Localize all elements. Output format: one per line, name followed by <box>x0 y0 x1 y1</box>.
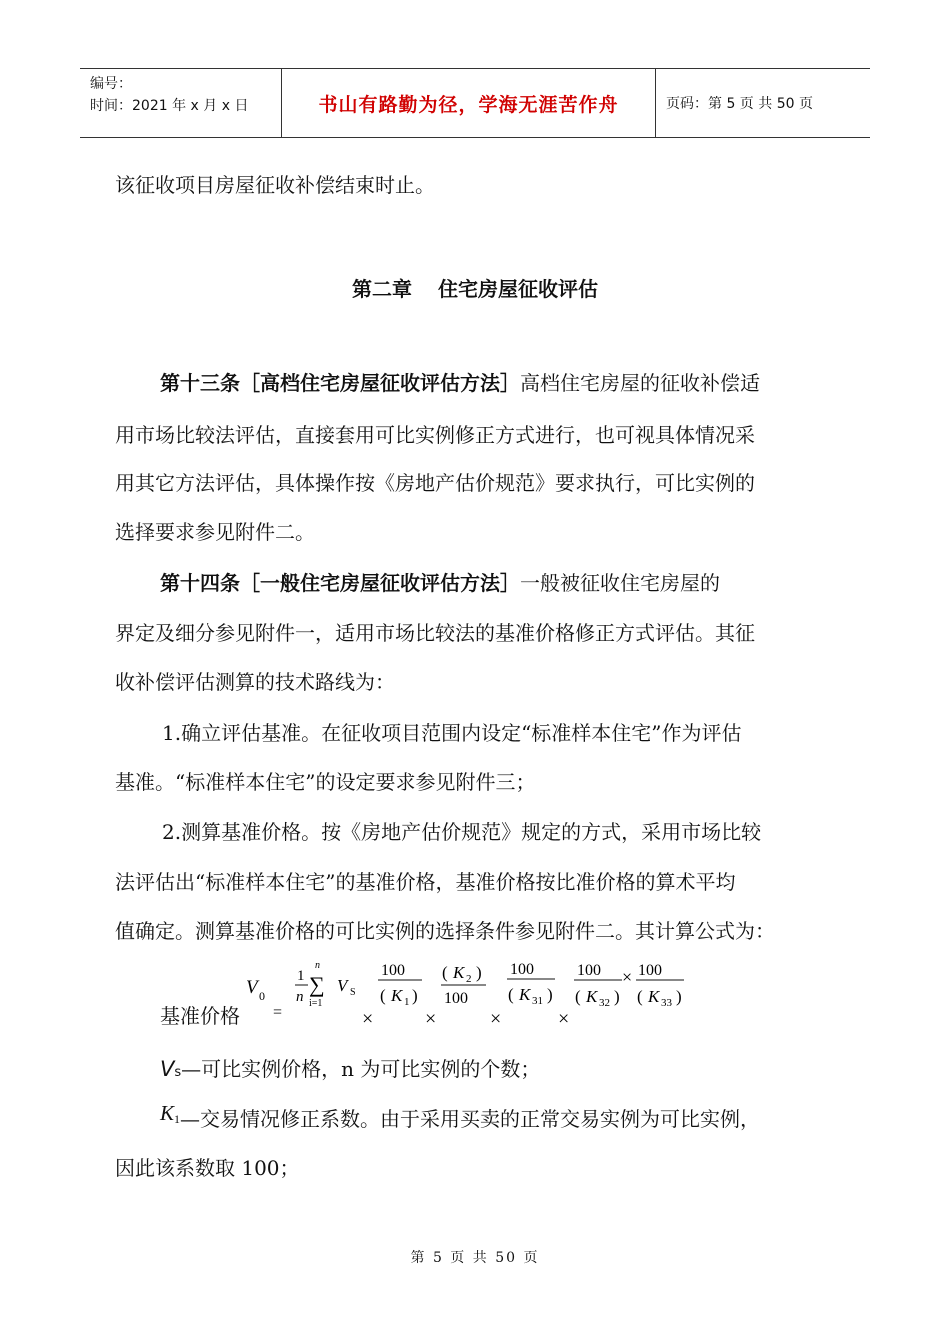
article-13-text: 高档住宅房屋的征收补偿适 <box>520 371 760 395</box>
formula-v0: V <box>246 977 258 998</box>
article-14-text: 一般被征收住宅房屋的 <box>520 571 720 595</box>
list-item-2: 2.测算基准价格。按《房地产估价规范》规定的方式，采用市场比较 <box>162 820 762 844</box>
formula-k1-sub: 1 <box>404 996 410 1008</box>
formula-k32-sub: 32 <box>599 997 610 1009</box>
paragraph-line: 因此该系数取 100； <box>115 1156 300 1180</box>
formula-paren: ( <box>508 985 514 1004</box>
article-13-title: 第十三条［高档住宅房屋征收评估方法］ <box>160 371 520 395</box>
formula-sigma: ∑ <box>309 972 325 997</box>
formula-times: × <box>490 1008 502 1030</box>
vs-definition <box>160 1056 540 1086</box>
formula-times: × <box>558 1008 570 1030</box>
formula <box>240 955 700 1030</box>
paragraph-line: 用其它方法评估，具体操作按《房地产估价规范》要求执行，可比实例的 <box>115 471 755 495</box>
formula-sum-bottom: i=1 <box>309 998 323 1009</box>
page-footer: 第 5 页 共 50 页 <box>410 1250 540 1266</box>
header-meta <box>80 69 282 137</box>
article-13-line <box>160 370 760 396</box>
formula-paren: ( <box>380 986 386 1005</box>
k1-symbol: K <box>160 1101 175 1125</box>
list-item-1: 1.确立评估基准。在征收项目范围内设定“标准样本住宅”作为评估 <box>162 721 742 745</box>
formula-label: 基准价格 <box>160 1004 240 1028</box>
formula-sum-top: n <box>315 960 320 971</box>
formula-k31: K <box>519 985 531 1004</box>
formula-100: 100 <box>381 962 405 979</box>
header-page-info: 页码：第 5 页 共 50 页 <box>666 96 813 112</box>
formula-100: 100 <box>444 990 468 1007</box>
k1-definition-text: —交易情况修正系数。由于采用买卖的正常交易实例为可比实例， <box>180 1107 761 1131</box>
formula-v0-sub: 0 <box>259 989 265 1003</box>
vs-symbol-sub: s <box>174 1065 182 1080</box>
formula-frac-den: n <box>296 989 304 1005</box>
k1-symbol-sub: 1 <box>174 1112 181 1126</box>
formula-paren: ) <box>412 986 418 1005</box>
paragraph-line: 界定及细分参见附件一，适用市场比较法的基准价格修正方式评估。其征 <box>115 621 755 645</box>
paragraph-line: 收补偿评估测算的技术路线为： <box>115 670 395 694</box>
date-label: 时间：2021 年 x 月 x 日 <box>90 98 249 114</box>
formula-paren: ( <box>442 963 448 982</box>
vs-symbol: V <box>160 1057 175 1081</box>
formula-100: 100 <box>577 962 601 979</box>
formula-paren: ( <box>637 987 643 1006</box>
header-motto: 书山有路勤为径，学海无涯苦作舟 <box>282 69 656 137</box>
formula-vs-sub: S <box>350 987 356 998</box>
formula-paren: ( <box>575 987 581 1006</box>
formula-paren: ) <box>547 985 553 1004</box>
formula-frac-num: 1 <box>297 968 305 984</box>
paragraph-line: 值确定。测算基准价格的可比实例的选择条件参见附件二。其计算公式为： <box>115 919 775 943</box>
paragraph-line: 基准。“标准样本住宅”的设定要求参见附件三； <box>115 770 536 794</box>
formula-k2: K <box>453 963 465 982</box>
formula-times: × <box>425 1008 437 1030</box>
formula-paren: ) <box>614 987 620 1006</box>
article-14-title: 第十四条［一般住宅房屋征收评估方法］ <box>160 571 520 595</box>
paragraph-line: 选择要求参见附件二。 <box>115 520 315 544</box>
k1-definition <box>160 1101 761 1135</box>
formula-k31-sub: 31 <box>532 995 543 1007</box>
formula-paren: ) <box>676 987 682 1006</box>
formula-100: 100 <box>510 961 534 978</box>
formula-k2-sub: 2 <box>466 973 472 985</box>
paragraph-line: 用市场比较法评估，直接套用可比实例修正方式进行，也可视具体情况采 <box>115 423 755 447</box>
vs-definition-text: —可比实例价格，n 为可比实例的个数； <box>181 1057 541 1081</box>
formula-vs: V <box>337 976 348 995</box>
chapter-heading <box>0 273 950 302</box>
formula-times: × <box>362 1008 374 1030</box>
formula-k33: K <box>648 987 660 1006</box>
paragraph-line: 法评估出“标准样本住宅”的基准价格，基准价格按比准价格的算术平均 <box>115 870 736 894</box>
formula-times: × <box>622 967 633 987</box>
formula-k32: K <box>586 987 598 1006</box>
formula-k1: K <box>391 986 403 1005</box>
paragraph-line: 该征收项目房屋征收补偿结束时止。 <box>115 173 435 197</box>
chapter-title: 住宅房屋征收评估 <box>438 277 598 301</box>
page-header <box>80 68 870 138</box>
number-label: 编号： <box>90 76 132 92</box>
formula-equals: = <box>273 1004 283 1021</box>
formula-100: 100 <box>638 962 662 979</box>
formula-k33-sub: 33 <box>661 997 672 1009</box>
formula-paren: ) <box>476 963 482 982</box>
chapter-number: 第二章 <box>352 277 412 301</box>
article-14-line <box>160 570 720 596</box>
